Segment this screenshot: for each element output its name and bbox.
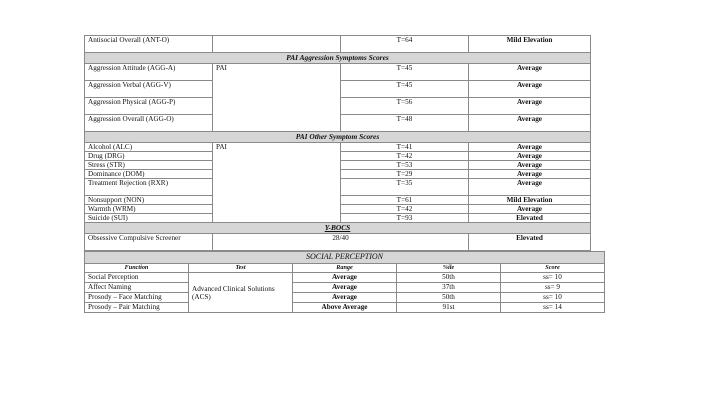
score-value: T=29 — [341, 170, 469, 179]
table-row — [85, 234, 591, 251]
score-value: T=48 — [341, 115, 469, 132]
section-header-other: PAI Other Symptom Scores — [85, 132, 591, 143]
scale-name: Stress (STR) — [85, 161, 213, 170]
score-value: 28/40 — [213, 234, 469, 251]
section-header-row — [85, 223, 591, 234]
section-header-row — [85, 132, 591, 143]
pai-scores-table — [84, 35, 591, 251]
range-value: Mild Elevation — [469, 36, 591, 53]
score-value: ss= 14 — [501, 303, 605, 313]
score-value: T=53 — [341, 161, 469, 170]
column-header: Function — [85, 264, 189, 273]
table-row — [85, 273, 605, 283]
range-value: Above Average — [293, 303, 397, 313]
scale-name: Aggression Verbal (AGG-V) — [85, 81, 213, 98]
score-value: T=42 — [341, 152, 469, 161]
test-name — [213, 36, 341, 53]
range-value: Average — [469, 64, 591, 81]
section-header-aggression: PAI Aggression Symptoms Scores — [85, 53, 591, 64]
percentile-value: 50th — [397, 273, 501, 283]
test-name: PAI — [213, 143, 341, 223]
scale-name: Aggression Overall (AGG-O) — [85, 115, 213, 132]
function-name: Affect Naming — [85, 283, 189, 293]
section-header-ybocs — [85, 223, 591, 234]
table-row — [85, 303, 605, 313]
column-header: Test — [189, 264, 293, 273]
range-value: Average — [469, 98, 591, 115]
column-header: %ile — [397, 264, 501, 273]
section-header-row — [85, 53, 591, 64]
scale-name: Warmth (WRM) — [85, 205, 213, 214]
percentile-value: 91st — [397, 303, 501, 313]
table-row — [85, 36, 591, 53]
scale-name: Aggression Attitude (AGG-A) — [85, 64, 213, 81]
score-value: T=42 — [341, 205, 469, 214]
range-value: Average — [469, 81, 591, 98]
social-perception-table — [84, 251, 605, 313]
range-value: Elevated — [469, 234, 591, 251]
score-value: T=56 — [341, 98, 469, 115]
range-value: Elevated — [469, 214, 591, 223]
score-value: T=45 — [341, 81, 469, 98]
range-value: Average — [469, 179, 591, 196]
range-value: Average — [469, 143, 591, 152]
range-value: Average — [469, 152, 591, 161]
table-title-row — [85, 252, 605, 264]
function-name-cell — [85, 303, 189, 313]
table-row — [85, 293, 605, 303]
scale-name: Aggression Physical (AGG-P) — [85, 98, 213, 115]
column-header-row — [85, 264, 605, 273]
column-header: Score — [501, 264, 605, 273]
range-value: Average — [293, 293, 397, 303]
test-name: PAI — [213, 64, 341, 132]
column-header: Range — [293, 264, 397, 273]
range-value: Average — [469, 170, 591, 179]
range-value: Mild Elevation — [469, 196, 591, 205]
function-name: Prosody – Pair Matching — [88, 303, 160, 311]
scale-name: Drug (DRG) — [85, 152, 213, 161]
scale-name: Alcohol (ALC) — [85, 143, 213, 152]
scale-name: Nonsupport (NON) — [85, 196, 213, 205]
score-value: T=61 — [341, 196, 469, 205]
score-value: T=35 — [341, 179, 469, 196]
score-value: ss= 10 — [501, 273, 605, 283]
range-value: Average — [293, 283, 397, 293]
score-value: T=93 — [341, 214, 469, 223]
function-name: Social Perception — [85, 273, 189, 283]
scale-name: Antisocial Overall (ANT-O) — [85, 36, 213, 53]
scale-name: Obsessive Compulsive Screener — [85, 234, 213, 251]
score-value: T=45 — [341, 64, 469, 81]
test-name: Advanced Clinical Solutions (ACS) — [189, 273, 293, 313]
table-title: SOCIAL PERCEPTION — [85, 252, 605, 264]
range-value: Average — [469, 115, 591, 132]
function-name: Prosody – Face Matching — [88, 293, 162, 301]
table-row — [85, 64, 591, 81]
range-value: Average — [293, 273, 397, 283]
function-name-cell — [85, 293, 189, 303]
scale-name: Dominance (DOM) — [85, 170, 213, 179]
range-value: Average — [469, 205, 591, 214]
percentile-value: 50th — [397, 293, 501, 303]
table-row — [85, 283, 605, 293]
score-value: ss= 10 — [501, 293, 605, 303]
range-value: Average — [469, 161, 591, 170]
scale-name: Suicide (SUI) — [85, 214, 213, 223]
ybocs-label: Y-BOCS — [324, 223, 351, 232]
score-value: ss= 9 — [501, 283, 605, 293]
score-value: T=41 — [341, 143, 469, 152]
score-value: T=64 — [341, 36, 469, 53]
scale-name: Treatment Rejection (RXR) — [85, 179, 213, 196]
percentile-value: 37th — [397, 283, 501, 293]
table-row — [85, 143, 591, 152]
